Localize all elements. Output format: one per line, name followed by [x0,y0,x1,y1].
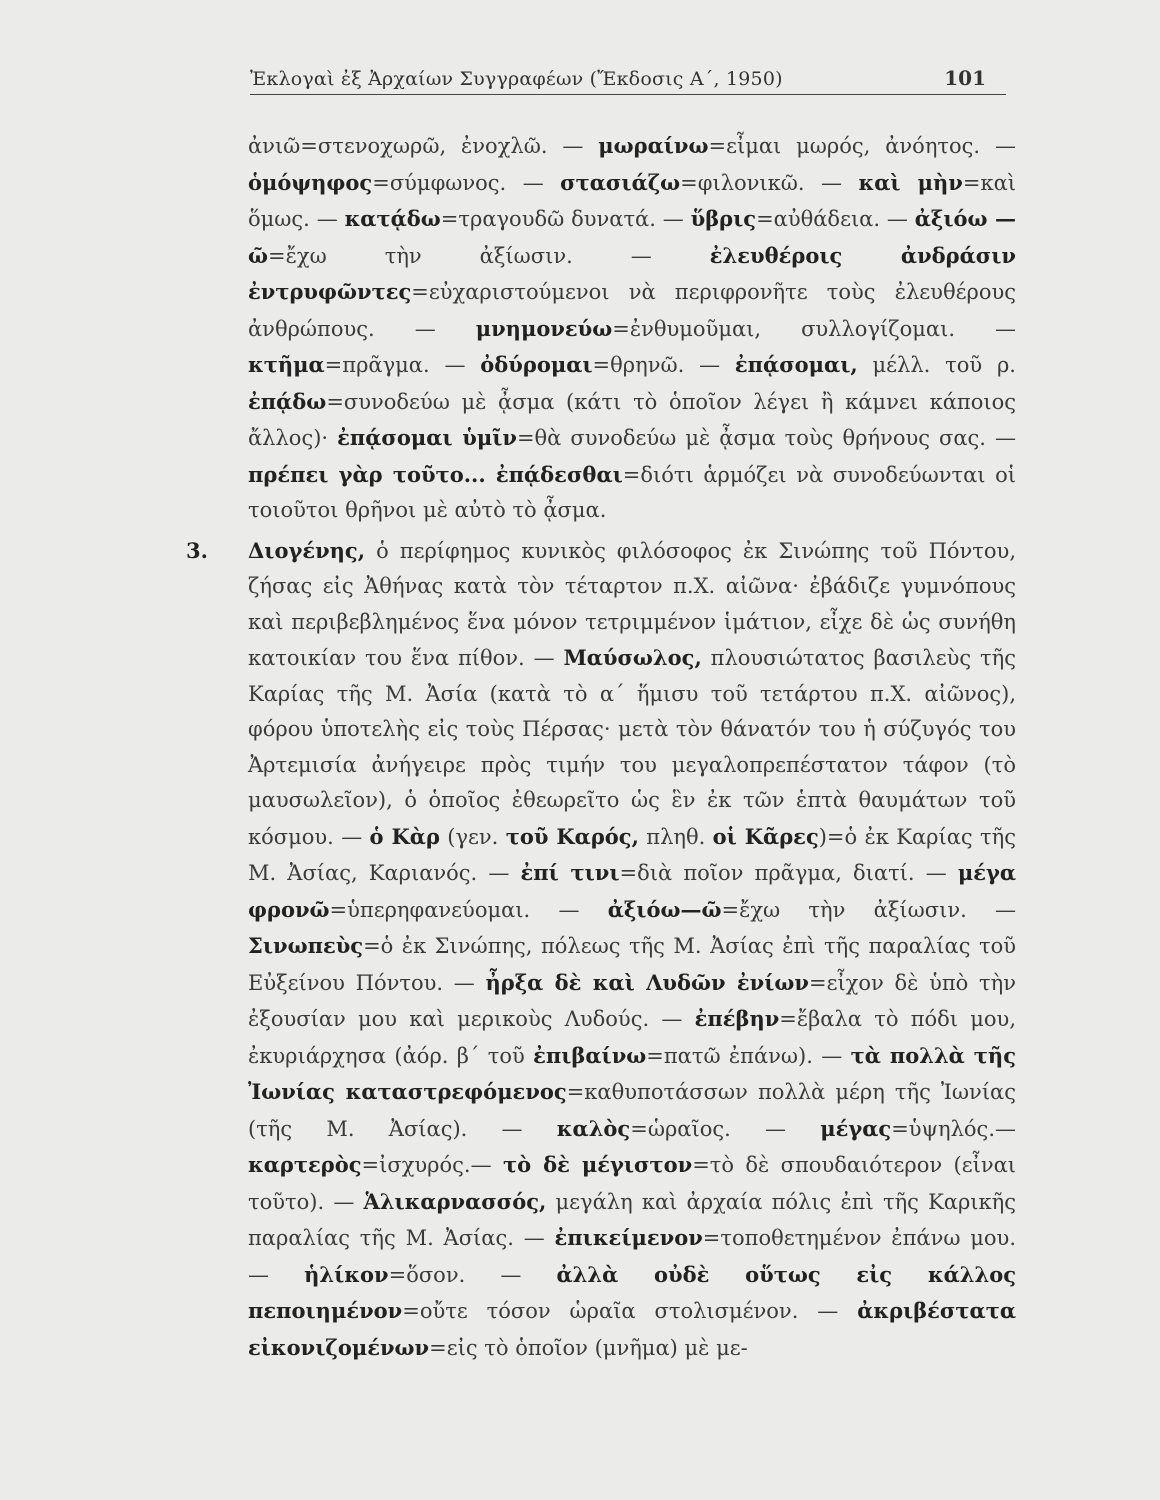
glossary-term: ἡλίκον [304,1261,389,1287]
glossary-text: =θρηνῶ. — [592,353,735,377]
glossary-text: =σύμφωνος. — [372,170,561,195]
glossary-text: =εἶμαι μωρός, ἀνόητος. — [708,134,1016,158]
glossary-term: καρτερὸς [248,1152,362,1177]
glossary-term: τὰ πολλὰ τῆς Ἰωνίας καταστρεφόμενος [248,1042,1016,1104]
glossary-text: )=ὁ ἐκ Καρίας τῆς Μ. Ἀσίας, Καριανός. — [248,824,1016,885]
glossary-term: Μαύσωλος, [563,645,702,670]
glossary-term: ἐλευθέροις ἀνδράσιν ἐντρυφῶντες [248,242,1016,304]
glossary-term: μωραίνω [598,133,709,158]
glossary-text: =ὑπερηφανεύομαι. — [329,897,608,922]
glossary-term: ἀλλὰ οὐδὲ οὕτως εἰς κάλλος πεποιημένον [248,1261,1016,1323]
page-number: 101 [944,66,986,90]
paragraph-glossary-1 [248,128,1016,529]
glossary-text: =ἰσχυρός.— [361,1153,503,1177]
glossary-text: =εἶχον δὲ ὑπὸ τὴν ἐξουσίαν μου καὶ μερικοὺς Λυδούς. — [248,970,1016,1031]
glossary-text: (γεν. [439,824,506,849]
glossary-term: ἐπικείμενον [554,1225,703,1250]
glossary-term: ἐπᾴσομαι ὑμῖν [337,425,517,450]
running-header [250,66,1006,95]
glossary-term: καὶ μὴν [858,169,963,195]
glossary-term: στασιάζω [560,169,681,195]
glossary-text: =ὁ ἐκ Σινώπης, πόλεως τῆς Μ. Ἀσίας ἐπὶ τῆς παραλίας τοῦ Εὐξείνου Πόντου. — [248,934,1016,995]
glossary-text: =ἐνθυμοῦμαι, συλλογίζομαι. — [612,316,1016,341]
glossary-text: =πρᾶγμα. — [324,353,481,377]
glossary-text: =ἔχω τὴν ἀξίωσιν. — [268,243,710,268]
header-title: Ἐκλογαὶ ἐξ Ἀρχαίων Συγγραφέων (Ἔκδοσις Α΄, 1950) [250,68,783,90]
glossary-term: ἐπᾴδω [248,388,327,414]
body-text [186,128,1017,1366]
glossary-text: =συνοδεύω μὲ ᾆσμα (κάτι τὸ ὁποῖον λέγει ἢ κάμνει κάποιος ἄλλος)· [248,389,1016,450]
glossary-text: =τοποθετημένον ἐπάνω μου. — [248,1226,1016,1287]
glossary-text: =ὡραῖος. — [630,1116,821,1141]
glossary-term: μέγας [820,1115,892,1141]
glossary-text: =εἰς τὸ ὁποῖον (μνῆμα) μὲ με- [429,1335,748,1360]
glossary-text: =ὑψηλός.— [891,1116,1016,1141]
glossary-term: ἦρξα δὲ καὶ Λυδῶν ἐνίων [485,969,809,995]
glossary-text: =ἔβαλα τὸ πόδι μου, ἐκυριάρχησα (ἀόρ. β΄ τοῦ [248,1007,1016,1068]
section-number: 3. [186,537,208,563]
paragraph-section-3 [248,533,1016,1367]
glossary-term: κτῆμα [248,352,325,377]
glossary-term: Ἁλικαρνασσός, [363,1188,547,1214]
glossary-term: ἐπί τινι [520,860,620,885]
glossary-term: ὁ Κὰρ [369,823,440,849]
glossary-term: ὁμόψηφος [248,169,373,195]
glossary-term: τὸ δὲ μέγιστον [502,1152,693,1177]
glossary-term: μνημονεύω [475,315,613,341]
glossary-term: ἀκριβέστατα εἰκονιζομένων [248,1298,1016,1360]
glossary-text: ἀνιῶ=στενοχωρῶ, ἐνοχλῶ. — [248,134,599,158]
glossary-text: =οὔτε τόσον ὡραῖα στολισμένον. — [402,1299,858,1323]
glossary-term: μέγα φρονῶ [248,860,1016,922]
glossary-text: =διότι ἁρμόζει νὰ συνοδεύωνται οἱ τοιοῦτοι θρῆνοι μὲ αὐτὸ τὸ ᾆσμα. [248,462,1016,522]
glossary-term: ἐπιβαίνω [533,1042,647,1068]
section-3 [186,533,1017,1367]
glossary-text: μέλλ. τοῦ ρ. [857,353,1016,377]
glossary-text: πλουσιώτατος βασιλεὺς τῆς Καρίας τῆς Μ. Ἀσία (κατὰ τὸ α΄ ἥμισυ τοῦ τετάρτου π.Χ. αἰῶνος), φόρου ὑποτελὴς εἰς τοὺς Πέρσας· μετὰ τὸν θάνατόν του ἡ σύζυγός του Ἀρτεμισία ἀνήγειρε πρὸς τιμήν του μεγαλοπρεπέστατον τάφον (τὸ μαυσωλεῖον), ὁ ὁποῖος ἐθεωρεῖτο ὡς ἓν ἐκ τῶν ἑπτὰ θαυμάτων τοῦ κόσμου. — [248,646,1016,849]
glossary-text: =εὐχαριστούμενοι νὰ περιφρονῆτε τοὺς ἐλευθέρους ἀνθρώπους. — [248,280,1016,341]
glossary-term: Σινωπεὺς [248,933,364,958]
glossary-text: =ἔχω τὴν ἀξίωσιν. — [721,897,1017,922]
glossary-term: ἀξιόω—ῶ [607,896,722,922]
glossary-text: =ὅσον. — [388,1262,557,1287]
glossary-term: ὀδύρομαι [480,352,593,377]
glossary-text: =διὰ ποῖον πρᾶγμα, διατί. — [619,861,958,885]
glossary-text: =καθυποτάσσων πολλὰ μέρη τῆς Ἰωνίας (τῆς Μ. Ἀσίας). — [248,1080,1016,1141]
glossary-text: ὁ περίφημος κυνικὸς φιλόσοφος ἐκ Σινώπης τοῦ Πόντου, ζήσας εἰς Ἀθήνας κατὰ τὸν τέταρτον π.Χ. αἰῶνα· ἐβάδιζε γυμνόπους καὶ περιβεβλημένος ἕνα μόνον τετριμμένον ἱμάτιον, εἶχε δὲ ὡς συνήθη κατοικίαν του ἕνα πίθον. — [248,538,1016,670]
glossary-term: ἀξιόω —ῶ [248,206,1016,268]
glossary-text: =αὐθάδεια. — [756,207,915,231]
glossary-term: πρέπει γὰρ τοῦτο... ἐπᾴδεσθαι [248,461,623,487]
glossary-term: ὕβρις [690,206,757,231]
glossary-text: =τραγουδῶ δυνατά. — [440,207,691,231]
glossary-term: ἐπέβην [694,1006,780,1031]
glossary-term: καλὸς [556,1115,631,1141]
glossary-term: τοῦ Καρός, [505,823,639,849]
glossary-text: μεγάλη καὶ ἀρχαία πόλις ἐπὶ τῆς Καρικῆς παραλίας τῆς Μ. Ἀσίας. — [248,1189,1016,1250]
glossary-term: ἐπᾴσομαι, [734,352,858,377]
glossary-text: =θὰ συνοδεύω μὲ ᾆσμα τοὺς θρήνους σας. — [516,426,1016,450]
glossary-text: =τὸ δὲ σπουδαιότερον (εἶναι τοῦτο). — [248,1153,1016,1214]
glossary-text: πληθ. [638,824,713,849]
glossary-text: =φιλονικῶ. — [680,170,859,195]
glossary-text: =καὶ ὅμως. — [248,170,1017,231]
glossary-term: Διογένης, [248,537,366,563]
glossary-text: =πατῶ ἐπάνω). — [646,1043,851,1068]
glossary-term: οἱ Κᾶρες [712,823,819,849]
glossary-term: κατᾴδω [344,206,441,231]
